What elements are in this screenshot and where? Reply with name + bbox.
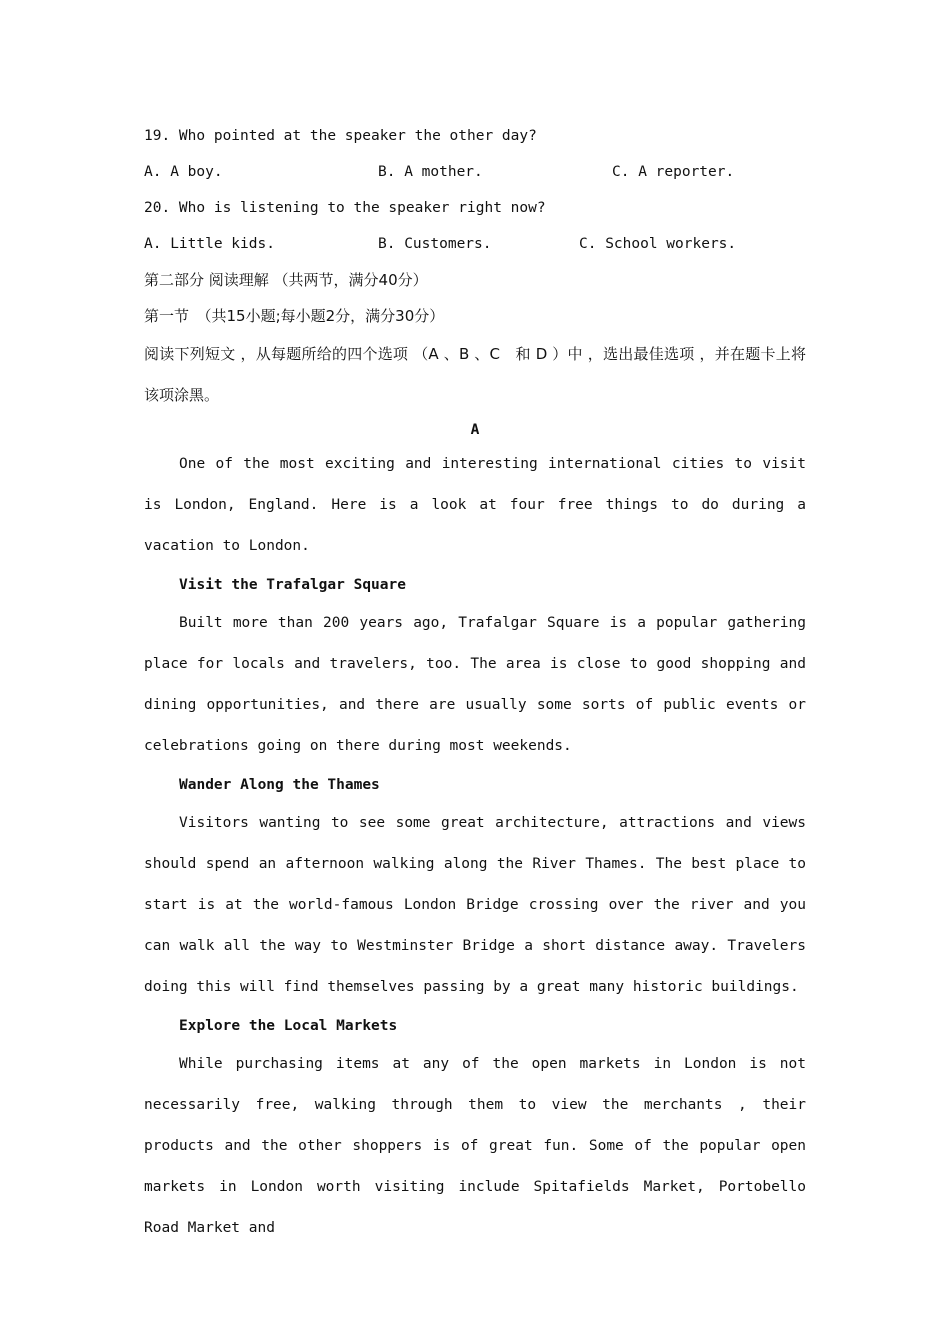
part-two-title: 第二部分 阅读理解 （共两节，满分40分） [144, 271, 428, 289]
question-19-option-c: C. A reporter. [612, 164, 735, 180]
section-heading-trafalgar: Visit the Trafalgar Square [179, 577, 406, 593]
question-19-options [144, 154, 806, 190]
question-20-stem: 20. Who is listening to the speaker right now? [144, 200, 546, 216]
question-20-options [144, 226, 806, 262]
question-19-stem: 19. Who pointed at the speaker the other day? [144, 128, 537, 144]
question-19-option-a: A. A boy. [144, 164, 223, 180]
reading-instructions: 阅读下列短文 ，从每题所给的四个选项 （A 、B 、C 和 D ）中 ，选出最佳选项 ，并在题卡上将该项涂黑。 [144, 345, 806, 404]
section-heading-thames: Wander Along the Thames [179, 777, 380, 793]
section-text-trafalgar: Built more than 200 years ago, Trafalgar Square is a popular gathering place for locals and travelers, too. The area is close to good shopping and dining opportunities, and there are usually some sorts of public events or celebrations going on there during most weekends. [144, 615, 806, 754]
section-one-title: 第一节 （共15小题;每小题2分，满分30分） [144, 307, 445, 325]
section-heading-markets: Explore the Local Markets [179, 1018, 398, 1034]
passage-letter: A [470, 422, 480, 438]
question-20-option-c: C. School workers. [579, 236, 737, 252]
exam-page [144, 118, 806, 1249]
question-19-option-b: B. A mother. [378, 164, 483, 180]
section-text-thames: Visitors wanting to see some great architecture, attractions and views should spend an afternoon walking along the River Thames. The best place to start is at the world-famous London Bridge crossing over the river and you can walk all the way to Westminster Bridge a short distance away. Travelers doing this will find themselves passing by a great many historic buildings. [144, 815, 806, 995]
question-20-option-a: A. Little kids. [144, 236, 275, 252]
section-text-markets: While purchasing items at any of the open markets in London is not necessarily free, walking through them to view the merchants , their products and the other shoppers is of great fun. Some of the popular open markets in London worth visiting include Spitafields Market, Portobello Road Market and [144, 1056, 806, 1236]
passage-intro: One of the most exciting and interesting international cities to visit is London, England. Here is a look at four free things to do during a vacation to London. [144, 456, 806, 554]
question-20-option-b: B. Customers. [378, 236, 492, 252]
